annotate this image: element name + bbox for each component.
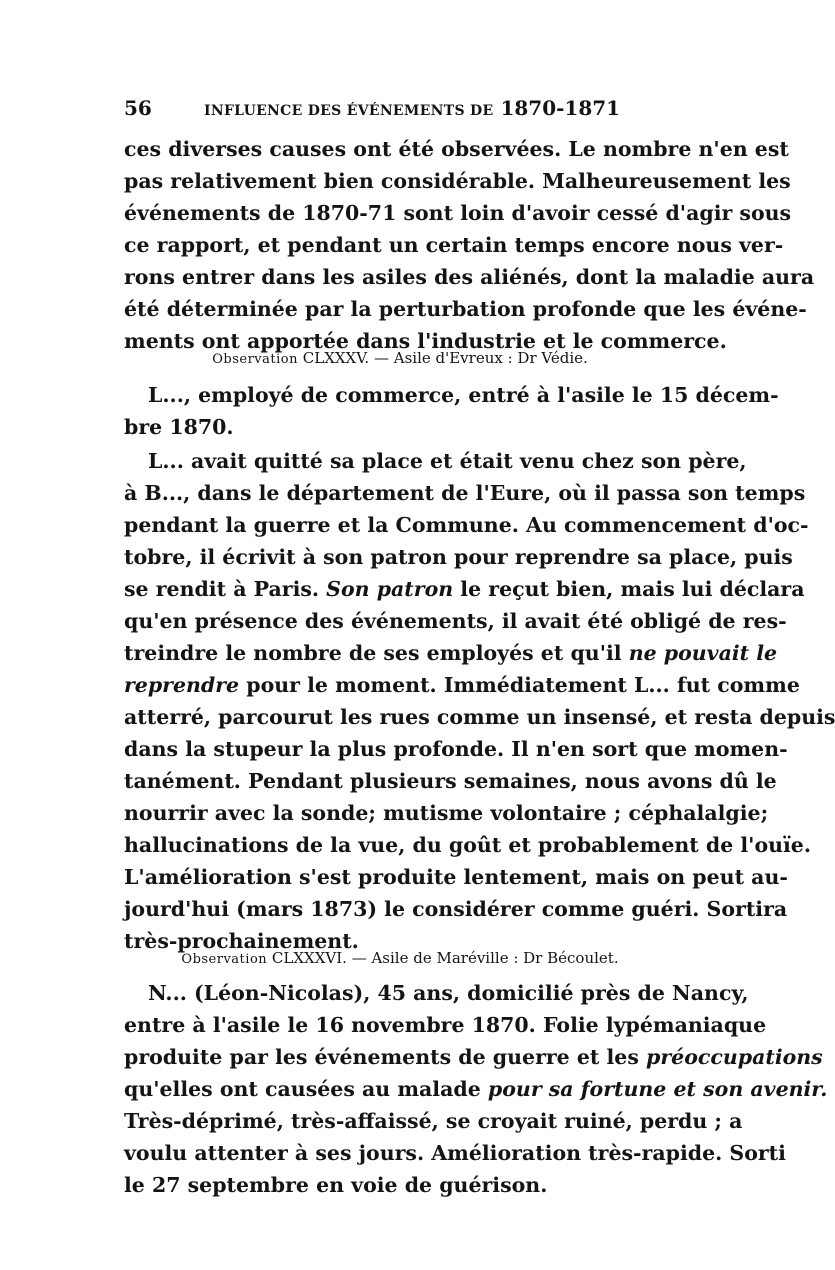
text-line: voulu attenter à ses jours. Amélioration très-rapide. Sorti xyxy=(124,1141,786,1165)
text-line: L'amélioration s'est produite lentement, mais on peut au- xyxy=(124,865,788,889)
text-line: pendant la guerre et la Commune. Au commencement d'oc- xyxy=(124,513,809,537)
text-run: se rendit à Paris. xyxy=(124,577,320,601)
text-line xyxy=(124,1040,823,1074)
text-line: événements de 1870-71 sont loin d'avoir cessé d'agir sous xyxy=(124,201,792,225)
italic-run: préoccupations xyxy=(646,1045,823,1069)
text-run: produite par les événements de guerre et les xyxy=(124,1045,639,1069)
text-line: ce rapport, et pendant un certain temps encore nous ver- xyxy=(124,233,784,257)
text-line xyxy=(124,668,800,702)
italic-run: pour sa fortune et son avenir. xyxy=(487,1077,828,1101)
text-line: dans la stupeur la plus profonde. Il n'en sort que momen- xyxy=(124,737,788,761)
text-run: pour le moment. Immédiatement L... fut comme xyxy=(246,673,800,697)
text-line: qu'en présence des événements, il avait été obligé de res- xyxy=(124,609,787,633)
text-line: Très-déprimé, très-affaissé, se croyait ruiné, perdu ; a xyxy=(124,1109,743,1133)
text-line: très-prochainement. xyxy=(124,929,359,953)
observation-heading-185 xyxy=(120,346,680,372)
observation-heading-186 xyxy=(120,946,680,972)
text-line: jourd'hui (mars 1873) le considérer comme guéri. Sortira xyxy=(124,897,788,921)
text-line xyxy=(124,572,805,606)
text-line: le 27 septembre en voie de guérison. xyxy=(124,1173,548,1197)
text-line: ments ont apportée dans l'industrie et le commerce. xyxy=(124,329,727,353)
text-line: entre à l'asile le 16 novembre 1870. Folie lypémaniaque xyxy=(124,1013,767,1037)
observation-heading-text: CLXXXVI. — Asile de Maréville : Dr Bécoulet. xyxy=(271,949,619,967)
text-line: tobre, il écrivit à son patron pour reprendre sa place, puis xyxy=(124,545,793,569)
text-line: pas relativement bien considérable. Malheureusement les xyxy=(124,169,791,193)
text-line: tanément. Pendant plusieurs semaines, nous avons dû le xyxy=(124,769,777,793)
running-title xyxy=(204,96,620,120)
text-line: à B..., dans le département de l'Eure, où il passa son temps xyxy=(124,481,806,505)
running-title-text: INFLUENCE DES ÉVÉNEMENTS DE xyxy=(204,103,494,119)
text-line: bre 1870. xyxy=(124,415,234,439)
italic-run: ne pouvait le xyxy=(628,641,778,665)
italic-run: reprendre xyxy=(124,673,240,697)
text-line: hallucinations de la vue, du goût et probablement de l'ouïe. xyxy=(124,833,811,857)
text-line: rons entrer dans les asiles des aliénés, dont la maladie aura xyxy=(124,265,815,289)
text-line: ces diverses causes ont été observées. Le nombre n'en est xyxy=(124,137,789,161)
running-title-years: 1870-1871 xyxy=(500,96,621,120)
page-header xyxy=(124,96,684,126)
text-line xyxy=(124,636,778,670)
text-line: atterré, parcourut les rues comme un insensé, et resta depuis xyxy=(124,705,835,729)
text-line xyxy=(124,1072,828,1106)
page-number: 56 xyxy=(124,96,152,120)
italic-run: Son patron xyxy=(326,577,454,601)
text-line: L..., employé de commerce, entré à l'asile le 15 décem- xyxy=(148,383,779,407)
text-line: N... (Léon-Nicolas), 45 ans, domicilié près de Nancy, xyxy=(148,981,749,1005)
text-line: nourrir avec la sonde; mutisme volontaire ; céphalalgie; xyxy=(124,801,769,825)
observation-label: Observation xyxy=(212,352,298,367)
text-line: L... avait quitté sa place et était venu chez son père, xyxy=(148,449,747,473)
observation-label: Observation xyxy=(181,952,268,967)
text-run: le reçut bien, mais lui déclara xyxy=(460,577,805,601)
observation-heading-text: CLXXXV. — Asile d'Evreux : Dr Védie. xyxy=(302,349,588,367)
text-line: été déterminée par la perturbation profonde que les événe- xyxy=(124,297,807,321)
text-run: treindre le nombre de ses employés et qu'il xyxy=(124,641,622,665)
text-run: qu'elles ont causées au malade xyxy=(124,1077,481,1101)
